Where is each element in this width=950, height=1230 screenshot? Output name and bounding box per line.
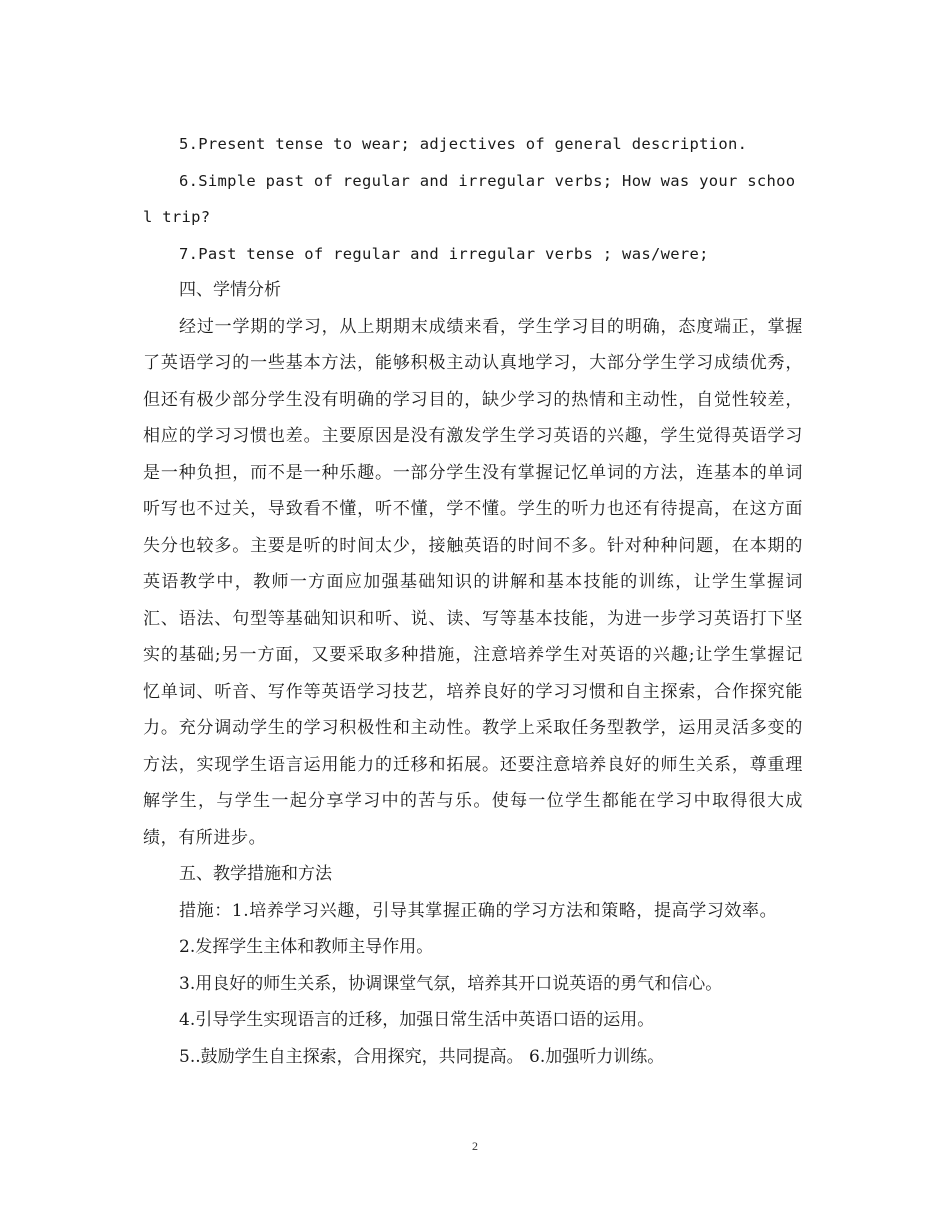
page-number: 2 <box>472 1139 478 1153</box>
item-7-past-tense: 7.Past tense of regular and irregular verbs ; was/were; <box>179 244 709 263</box>
section-heading-5: 五、教学措施和方法 <box>179 864 332 884</box>
measure-4: 4.引导学生实现语言的迁移，加强日常生活中英语口语的运用。 <box>179 1010 655 1030</box>
measure-5-6: 5..鼓励学生自主探索，合用探究，共同提高。 6.加强听力训练。 <box>179 1046 665 1067</box>
section-heading-4: 四、学情分析 <box>179 280 281 300</box>
measure-2: 2.发挥学生主体和教师主导作用。 <box>179 937 434 957</box>
student-analysis-paragraph: 经过一学期的学习，从上期期末成绩来看，学生学习目的明确，态度端正，掌握了英语学习的一些基本方法，能够积极主动认真地学习，大部分学生学习成绩优秀，但还有极少部分学生没有明确的学习目的，缺少学习的热情和主动性，自觉性较差，相应的学习习惯也差。主要原因是没有激发学生学习英语的兴趣，学生觉得英语学习是一种负担，而不是一种乐趣。一部分学生没有掌握记忆单词的方法，连基本的单词听写也不过关，导致看不懂，听不懂，学不懂。学生的听力也还有待提高，在这方面失分也较多。主要是听的时间太少，接触英语的时间不多。针对种种问题，在本期的英语教学中，教师一方面应加强基础知识的讲解和基本技能的训练，让学生掌握词汇、语法、句型等基础知识和听、说、读、写等基本技能，为进一步学习英语打下坚实的基础;另一方面，又要采取多种措施，注意培养学生对英语的兴趣;让学生掌握记忆单词、听音、写作等英语学习技艺，培养良好的学习习惯和自主探索，合作探究能力。充分调动学生的学习积极性和主动性。教学上采取任务型教学，运用灵活多变的方法，实现学生语言运用能力的迁移和拓展。还要注意培养良好的师生关系，尊重理解学生，与学生一起分享学习中的苦与乐。使每一位学生都能在学习中取得很大成绩，有所进步。 <box>143 316 803 848</box>
item-6-simple-past: 6.Simple past of regular and irregular verbs; How was your school trip? <box>143 171 796 226</box>
document-body <box>143 126 803 1075</box>
item-5-present-tense: 5.Present tense to wear; adjectives of general description. <box>179 135 748 153</box>
measure-1: 措施：1.培养学习兴趣，引导其掌握正确的学习方法和策略，提高学习效率。 <box>179 900 778 921</box>
measure-3: 3.用良好的师生关系，协调课堂气氛，培养其开口说英语的勇气和信心。 <box>179 973 723 994</box>
